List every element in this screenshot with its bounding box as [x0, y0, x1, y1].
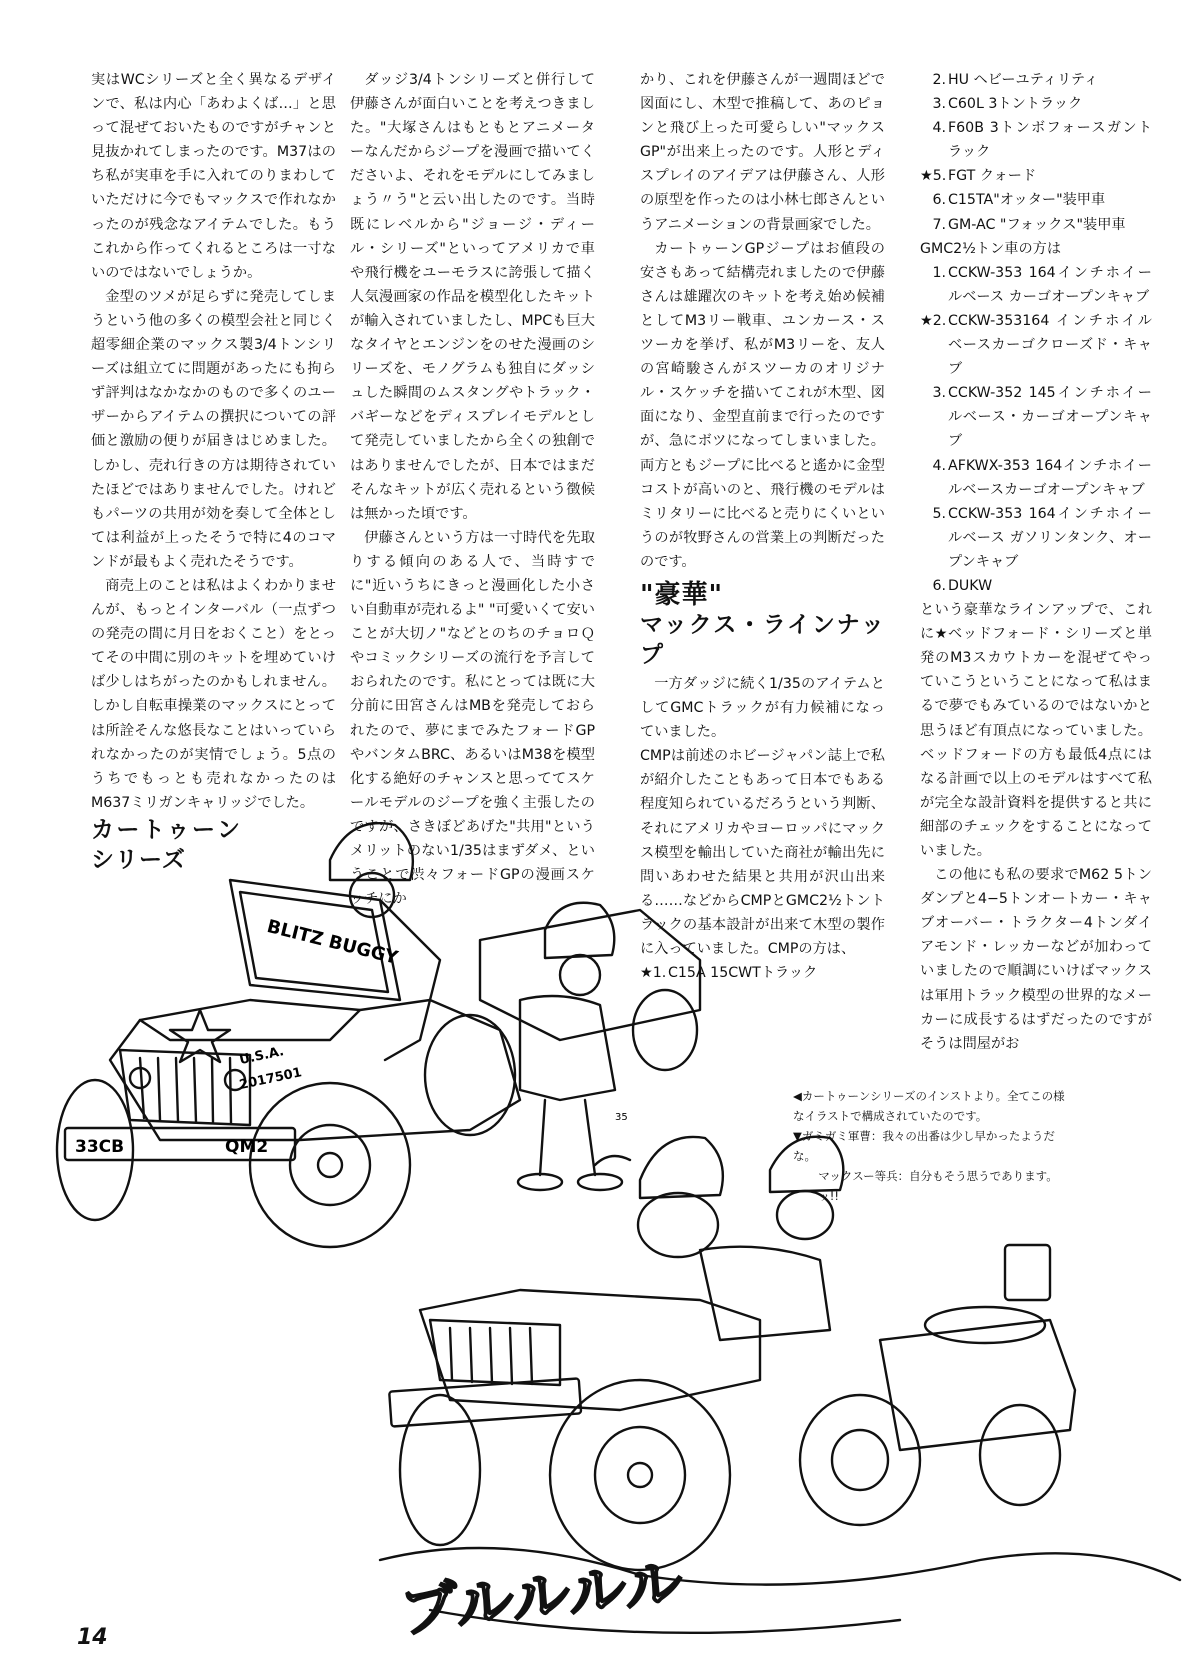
- heading-quote: "豪華": [640, 579, 724, 610]
- sound-effect-text: ブルルルル: [396, 1548, 686, 1646]
- hood-text-1: U.S.A.: [238, 1044, 286, 1069]
- paragraph: 金型のツメが足らずに発売してしまうという他の多くの模型会社と同じく超零細企業のマックス製3/4トンシリーズは組立てに問題があったにも拘らず評判はなかなかのもので多くのユーザーからアイテムの撰択についての評価と激励の便りが届きはじめました。しかし、売れ行きの方は期待されていたほどではありませんでした。けれどもパーツの共用が効を奏して全体としては利益が上ったそうで特に4のコマンドが最もよく売れたそうです。: [91, 288, 336, 570]
- list-text: FGT クォード: [948, 168, 1037, 185]
- list-number: 3.: [932, 96, 946, 113]
- list-number: ★5.: [920, 168, 947, 185]
- paragraph: 実はWCシリーズと全く異なるデザインで、私は内心「あわよくば…」と思って混ぜておいたものですがチャンと見抜かれてしまったのです。M37はのち私が実車を手に入れてのりまわしていただけに今でもマックスで作れなかったのが残念なアイテムでした。もうこれから作ってくれるところは一寸ないのではないでしょうか。: [91, 72, 336, 281]
- list-text: CCKW-353 164インチホイールベース ガソリンタンク、オープンキャブ: [948, 505, 1152, 570]
- list-text: C60L 3トントラック: [948, 96, 1083, 113]
- hood-text-2: 2017501: [238, 1065, 304, 1094]
- list-number: 1.: [932, 264, 946, 281]
- gmc-intro: GMC2½トン車の方は: [920, 240, 1062, 257]
- bumper-text-left: 33CB: [75, 1137, 125, 1157]
- list-number: 3.: [932, 385, 946, 402]
- paragraph: この他にも私の要求でM62 5トンダンプと4−5トンオートカー・キャブオーバー・トラクター4トンダイアモンド・レッカーなどが加わっていましたので順調にいけばマックスは軍用トラック模型の世界的なメーカーに成長するはずだったのですがそうは問屋がお: [920, 867, 1152, 1052]
- bumper-text-right: QM2: [225, 1137, 269, 1157]
- list-number: ★2.: [920, 312, 947, 329]
- paragraph: 一方ダッジに続く1/35のアイテムとしてGMCトラックが有力候補になっていました。: [640, 675, 885, 741]
- list-text: CCKW-353164 インチホイルベースカーゴクローズド・キャブ: [948, 312, 1152, 378]
- list-number: 4.: [932, 120, 946, 137]
- list-number: 6.: [932, 192, 946, 209]
- list-text: CCKW-353 164インチホイールベース カーゴオープンキャブ: [948, 264, 1152, 305]
- list-number: 6.: [932, 577, 946, 594]
- paragraph: 商売上のことは私はよくわかりませんが、もっとインターバル（一点ずつの発売の間に月日をおくこと）をとってその中間に別のキットを埋めていけば少しはちがったのかもしれません。しかし自転車操業のマックスにとっては所詮そんな悠長なことはいっていられなかったのが実情でしょう。5点のうちでもっとも売れなかったのはM637ミリガンキャリッジでした。: [91, 577, 336, 811]
- list-item: ★1. C15A 15CWTトラック: [640, 965, 818, 982]
- caption-line: ◀カートゥーンシリーズのインストより。全てこの様なイラストで構成されていたのです。: [793, 1089, 1065, 1123]
- paragraph: という豪華なラインアップで、これに★ベッドフォード・シリーズと単発のM3スカウトカーを混ぜてやっていこうということになって私はまるで夢でもみているのではないかと思うほど有頂点になっていました。ベッドフォードの方も最低4点にはなる計画で以上のモデルはすべて私が完全な設計資料を提供すると共に細部のチェックをすることになっていました。: [920, 602, 1152, 859]
- list-text: C15TA"オッター"装甲車: [948, 192, 1106, 209]
- windshield-text: BLITZ BUGGY: [264, 916, 400, 969]
- paragraph: かり、これを伊藤さんが一週間ほどで図面にし、木型で推稿して、あのピョンと飛び上った可愛らしい"マックスGP"が出来上ったのです。人形とディスプレイのアイデアは伊藤さん、人形の原型を作ったのは小林七郎さんというアニメーションの背景画家でした。: [640, 72, 885, 233]
- list-number: 2.: [932, 72, 946, 88]
- caption-line: マックスー等兵：自分もそう思うであります。ッ!!: [818, 1169, 1058, 1203]
- paragraph: カートゥーンGPジープはお値段の安さもあって結構売れましたので伊藤さんは雄躍次のキットを考え始め候補としてM3リー戦車、ユンカース・スツーカを挙げ、私がM3リーを、友人の宮崎駿さんがスツーカのオリジナル・スケッチを描いてこれが木型、図面になり、金型直前まで行ったのですが、急にボツになってしまいました。両方ともジープに比べると遙かに金型コストが高いのと、飛行機のモデルはミリタリーに比べると売りにくいというのが牧野さんの営業上の判断だったのです。: [640, 240, 885, 570]
- list-text: GM-AC "フォックス"装甲車: [948, 216, 1126, 233]
- paragraph: 伊藤さんという方は一寸時代を先取りする傾向のある人で、当時すでに"近いうちにきっと漫画化した小さい自動車が売れるよ" "可愛いくて安いことが大切ノ"などとのちのチョロＱやコミックシリーズの流行を予言しておられたのです。私にとっては既に大分前に田宮さんはMBを発売しておられたので、夢にまでみたフォードGPやバンタムBRC、あるいはM38を模型化する絶好のチャンスと思っててスケールモデルのジープを強く主張したのですが、さきぼどあげた"共用"というメリットのない1/35はまずダメ、ということで渋々フォードGPの漫画スケッチにか: [350, 529, 595, 908]
- caption-line: ▼ガミガミ軍曹：我々の出番は少し早かったようだな。: [793, 1129, 1055, 1163]
- section-heading-cartoon-series: カートゥーンシリーズ: [91, 816, 241, 873]
- paragraph: CMPは前述のホビージャパン誌上で私が紹介したこともあって日本でもある程度知られているだろうという判断、それにアメリカやヨーロッパにマックス模型を輸出していた商社が輸出先に問いあわせた結果と共用が沢山出来る……などからCMPとGMC2½トントラックの基本設計が出来て木型の製作に入っていました。CMPの方は、: [640, 748, 885, 957]
- heading-main: マックス・ラインナップ: [640, 611, 885, 668]
- list-text: DUKW: [948, 577, 993, 594]
- illustration-caption: [793, 1086, 1073, 1206]
- list-number: 5.: [932, 505, 946, 522]
- list-text: HU ヘビーユティリティ: [948, 72, 1099, 88]
- helmet-mark: 35: [615, 1112, 628, 1123]
- list-text: CCKW-352 145インチホイールベース・カーゴオープンキャブ: [948, 385, 1152, 450]
- list-number: 7.: [932, 216, 946, 233]
- paragraph: ダッジ3/4トンシリーズと併行して伊藤さんが面白いことを考えつきました。"大塚さんはもともとアニメーターなんだからジープを漫画で描いてくださいよ、それをモデルにしてみましょう〃う"と云い出したのです。当時既にレベルから"ジョージ・ディール・シリーズ"といってアメリカで車や飛行機をユーモラスに誇張して描く人気漫画家の作品を模型化したキットが輸入されていましたし、MPCも巨大なタイヤとエンジンをのせた漫画のシリーズを、モノグラムも独自にダッシュした瞬間のムスタングやトラック・バギーなどをディスプレイモデルとして発売していましたから全くの独創ではありませんでしたが、日本ではまだそんなキットが広く売れるという徴候は無かった頃です。: [350, 72, 595, 522]
- page-number: 14: [77, 1625, 108, 1650]
- list-text: F60B 3トンボフォースガントラック: [948, 120, 1152, 161]
- list-number: 4.: [932, 457, 946, 474]
- list-text: AFKWX-353 164インチホイールベースカーゴオープンキャブ: [948, 457, 1152, 498]
